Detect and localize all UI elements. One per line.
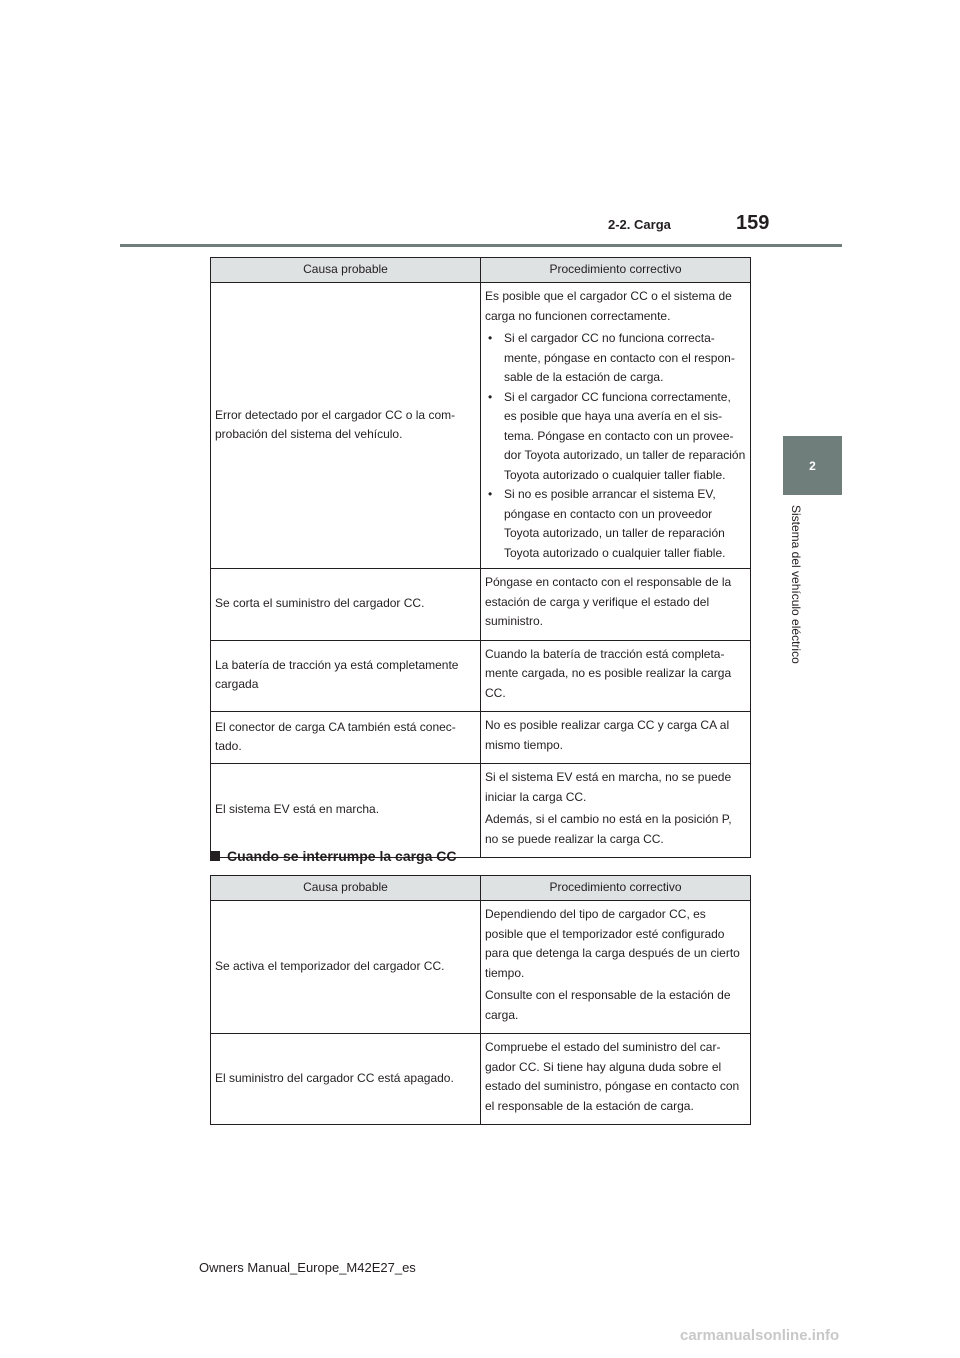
cause-table-1 bbox=[210, 257, 751, 858]
column-header-cause: Causa probable bbox=[211, 876, 481, 901]
procedure-cell bbox=[481, 901, 751, 1034]
procedure-paragraph: Además, si el cambio no está en la posición P, no se puede realizar la carga CC. bbox=[485, 812, 732, 846]
watermark-text: carmanualsonline.info bbox=[680, 1327, 840, 1344]
bullet-item bbox=[485, 388, 746, 486]
procedure-paragraph: No es posible realizar carga CC y carga CA al mismo tiempo. bbox=[485, 718, 730, 752]
table-row bbox=[211, 640, 751, 712]
chapter-number: 2 bbox=[809, 458, 816, 473]
cause-table-2 bbox=[210, 875, 751, 1125]
column-header-procedure: Procedimiento correctivo bbox=[481, 258, 751, 283]
procedure-cell bbox=[481, 712, 751, 764]
cause-cell: Error detectado por el cargador CC o la com-probación del sistema del vehículo. bbox=[211, 283, 481, 569]
cause-cell: El sistema EV está en marcha. bbox=[211, 764, 481, 858]
table-header-row bbox=[211, 258, 751, 283]
chapter-title: Sistema del vehículo eléctrico bbox=[789, 505, 803, 664]
square-bullet-icon bbox=[210, 851, 220, 861]
procedure-paragraph: Es posible que el cargador CC o el sistema de carga no funcionen correctamente. bbox=[485, 289, 732, 323]
procedure-paragraph: Dependiendo del tipo de cargador CC, es posible que el temporizador esté configurado para que detenga la carga después de un cierto tiempo. bbox=[485, 907, 740, 980]
procedure-cell bbox=[481, 1034, 751, 1125]
procedure-paragraph: Compruebe el estado del suministro del car-gador CC. Si tiene hay alguna duda sobre el estado del suministro, póngase en contacto con el responsable de la estación de carga. bbox=[485, 1040, 740, 1113]
section-heading-text: Cuando se interrumpe la carga CC bbox=[227, 848, 457, 864]
table-row bbox=[211, 764, 751, 858]
procedure-paragraph: Consulte con el responsable de la estación de carga. bbox=[485, 988, 731, 1022]
procedure-cell bbox=[481, 764, 751, 858]
procedure-paragraph: Cuando la batería de tracción está completa-mente cargada, no es posible realizar la carga CC. bbox=[485, 646, 732, 700]
bullet-text: Si no es posible arrancar el sistema EV, póngase en contacto con un proveedor Toyota autorizado, un taller de reparación Toyota autorizado o cualquier taller fiable. bbox=[504, 487, 726, 560]
cause-cell: El conector de carga CA también está conec-tado. bbox=[211, 712, 481, 764]
cause-cell: Se corta el suministro del cargador CC. bbox=[211, 569, 481, 641]
chapter-title-wrap bbox=[783, 500, 803, 690]
table-header-row bbox=[211, 876, 751, 901]
procedure-cell bbox=[481, 569, 751, 641]
cause-cell: El suministro del cargador CC está apagado. bbox=[211, 1034, 481, 1125]
procedure-paragraph: Póngase en contacto con el responsable de la estación de carga y verifique el estado del suministro. bbox=[485, 575, 732, 628]
column-header-cause: Causa probable bbox=[211, 258, 481, 283]
procedure-paragraph: Si el sistema EV está en marcha, no se puede iniciar la carga CC. bbox=[485, 770, 732, 804]
bullet-text: Si el cargador CC funciona correctamente, es posible que haya una avería en el sis-tema. Póngase en contacto con un provee-dor Toyota autorizado, un taller de reparación Toyota autorizado o cualquier taller fiable. bbox=[504, 389, 746, 482]
bullet-text: Si el cargador CC no funciona correcta-mente, póngase en contacto con el respon-sable de la estación de carga. bbox=[504, 331, 735, 384]
column-header-procedure: Procedimiento correctivo bbox=[481, 876, 751, 901]
cause-cell: Se activa el temporizador del cargador CC. bbox=[211, 901, 481, 1034]
header-rule bbox=[120, 244, 842, 247]
bullet-item bbox=[485, 329, 746, 388]
section-title: 2-2. Carga bbox=[608, 217, 671, 232]
chapter-tab bbox=[783, 436, 842, 495]
table-row bbox=[211, 569, 751, 641]
cause-cell: La batería de tracción ya está completamente cargada bbox=[211, 640, 481, 712]
bullet-item bbox=[485, 485, 746, 563]
table-row bbox=[211, 712, 751, 764]
procedure-cell bbox=[481, 283, 751, 569]
table-row bbox=[211, 1034, 751, 1125]
procedure-cell bbox=[481, 640, 751, 712]
page-number: 159 bbox=[736, 212, 770, 234]
bullet-icon: • bbox=[488, 331, 493, 345]
bullet-icon: • bbox=[488, 389, 493, 404]
bullet-icon: • bbox=[488, 487, 493, 501]
table-row bbox=[211, 901, 751, 1034]
section-heading bbox=[210, 848, 457, 864]
footer-text: Owners Manual_Europe_M42E27_es bbox=[199, 1260, 416, 1275]
table-row bbox=[211, 283, 751, 569]
